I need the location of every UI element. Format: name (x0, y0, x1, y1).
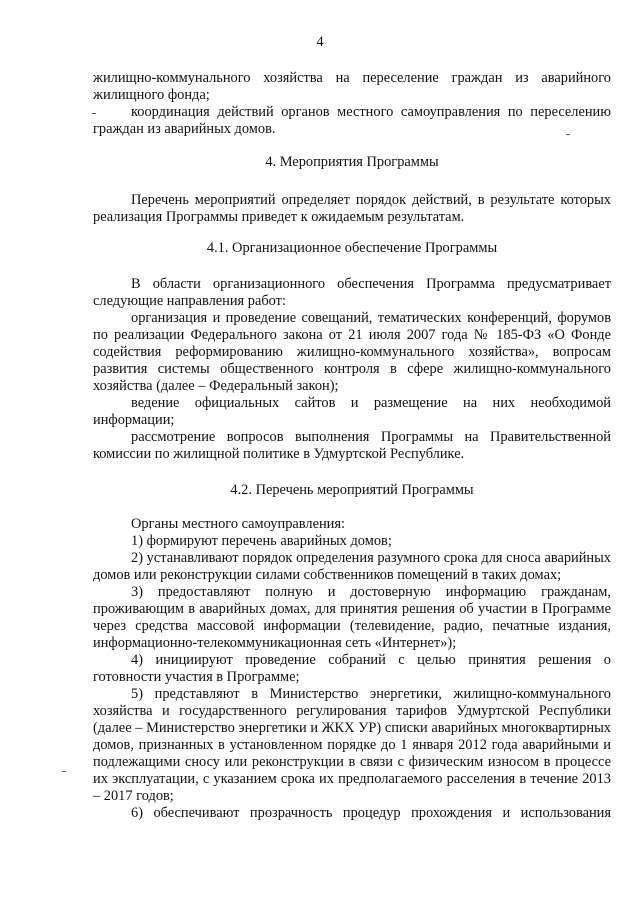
list-item-1: 1) формируют перечень аварийных домов; (131, 533, 392, 549)
continuation-block (93, 70, 611, 138)
list-item-5: 5) представляют в Министерство энергетики, жилищно-коммунального хозяйства и государственного регулирования тарифов Удмуртской Республики (далее – Министерство энергетики и ЖКХ УР) списки аварийных многоквартирных домов, признанных в установленном порядке до 1 января 2012 года аварийными и подлежащими сносу или реконструкции в связи с физическим износом в процессе их эксплуатации, с указанием срока их предполагаемого расселения в течение 2013 – 2017 годов; (93, 686, 611, 804)
list-item-2: 2) устанавливают порядок определения разумного срока для сноса аварийных домов или реконструкции силами собственников помещений в таких домах; (93, 550, 611, 583)
continuation-line-1: жилищно-коммунального хозяйства на переселение граждан из аварийного (93, 70, 611, 86)
section-4-1-paragraph-1: В области организационного обеспечения Программа предусматривает следующие направления работ: (93, 276, 611, 309)
section-4-1-paragraph-4: рассмотрение вопросов выполнения Программы на Правительственной комиссии по жилищной политике в Удмуртской Республике. (93, 429, 611, 462)
coordination-paragraph: координация действий органов местного самоуправления по переселению граждан из аварийных домов. (93, 104, 611, 137)
scan-speck (62, 771, 66, 772)
scan-speck (566, 134, 570, 135)
list-item-3: 3) предоставляют полную и достоверную информацию гражданам, проживающим в аварийных домах, для принятия решения об участии в Программе через средства массовой информации (телевидение, радио, печатные издания, информационно-телекоммуникационная сеть «Интернет»); (93, 584, 611, 651)
section-4-intro: Перечень мероприятий определяет порядок действий, в результате которых реализация Программы приведет к ожидаемым результатам. (93, 192, 611, 225)
section-4-2-lead: Органы местного самоуправления: (131, 516, 345, 532)
section-4-intro-block (93, 192, 611, 226)
continuation-line-2: жилищного фонда; (93, 87, 210, 103)
list-item-4: 4) инициируют проведение собраний с целью принятия решения о готовности участия в Программе; (93, 652, 611, 685)
section-4-1-paragraph-3: ведение официальных сайтов и размещение на них необходимой информации; (93, 395, 611, 428)
section-4-1-paragraph-2: организация и проведение совещаний, тематических конференций, форумов по реализации Федерального закона от 21 июля 2007 года № 185-ФЗ «О Фонде содействия реформированию жилищно-коммунального хозяйства», вопросам развития системы общественного контроля в сфере жилищно-коммунального хозяйства (далее – Федеральный закон); (93, 310, 611, 394)
page-number: 4 (316, 34, 324, 50)
list-item-6: 6) обеспечивают прозрачность процедур прохождения и использования (131, 805, 611, 821)
scan-speck (92, 113, 96, 114)
section-4-2-body (93, 516, 611, 822)
section-4-1-heading: 4.1. Организационное обеспечение Программы (206, 240, 498, 256)
section-4-heading: 4. Мероприятия Программы (265, 154, 439, 170)
section-4-2-heading: 4.2. Перечень мероприятий Программы (230, 482, 474, 498)
section-4-1-body (93, 276, 611, 463)
